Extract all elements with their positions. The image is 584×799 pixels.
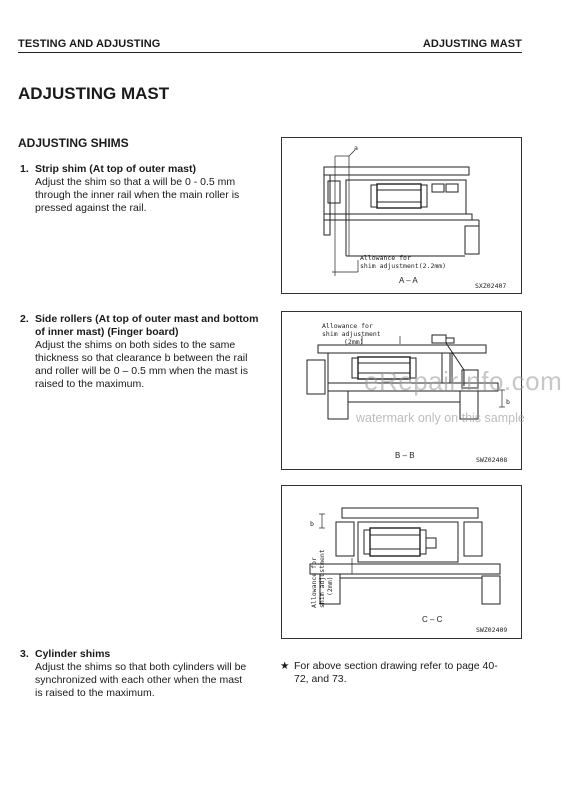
header-page-title: ADJUSTING MAST xyxy=(422,38,522,50)
section-label: A – A xyxy=(399,276,418,285)
item-body-line: raised to the maximum. xyxy=(35,378,145,390)
header-section-title: TESTING AND ADJUSTING xyxy=(18,38,161,50)
drawing-code: SWZ02409 xyxy=(476,626,508,634)
section-subtitle: ADJUSTING SHIMS xyxy=(18,136,129,150)
label-b: b xyxy=(310,520,314,528)
item-number: 2. xyxy=(20,313,29,325)
section-c-drawing xyxy=(282,486,521,638)
page-title: ADJUSTING MAST xyxy=(18,84,170,103)
section-label: C – C xyxy=(422,615,443,624)
allowance-line-1: Allowance for xyxy=(360,254,411,262)
label-b: b xyxy=(506,398,510,406)
item-number: 1. xyxy=(20,163,29,175)
figure-section-a-a xyxy=(281,137,522,294)
allowance-line-3: (2mm) xyxy=(326,576,334,596)
item-side-rollers xyxy=(20,313,268,391)
watermark-notice: watermark only on this sample xyxy=(356,411,525,425)
allowance-line-2: shim adjustment xyxy=(322,330,381,338)
item-title: Side rollers (At top of outer mast and bottom xyxy=(35,313,259,325)
allowance-line-1: Allowance for xyxy=(310,557,318,608)
item-title-cont: of inner mast) (Finger board) xyxy=(35,326,179,338)
item-title: Strip shim (At top of outer mast) xyxy=(35,163,196,175)
allowance-line-2: shim adjustment xyxy=(318,549,326,608)
section-a-drawing xyxy=(282,138,521,293)
section-label: B – B xyxy=(395,451,415,460)
allowance-line-1: Allowance for xyxy=(322,322,373,330)
header-rule xyxy=(18,52,522,53)
allowance-line-2: shim adjustment(2.2mm) xyxy=(360,262,447,270)
drawing-code: SWZ02408 xyxy=(476,456,508,464)
item-body-line: Adjust the shims so that both cylinders will be xyxy=(35,661,247,673)
item-number: 3. xyxy=(20,648,29,660)
allowance-line-3: (2mm) xyxy=(344,338,364,346)
star-icon: ★ xyxy=(280,660,290,672)
item-cylinder-shims xyxy=(20,648,270,700)
item-body-line: and roller will be 0 – 0.5 mm when the mast is xyxy=(35,365,249,377)
item-body-line: is raised to the maximum. xyxy=(35,687,155,699)
item-body-line: Adjust the shims on both sides to the same xyxy=(35,339,236,351)
item-body-line: pressed against the rail. xyxy=(35,202,147,214)
item-body-line: through the inner rail when the main roller is xyxy=(35,189,240,201)
item-body-line: thickness so that clearance b between the rail xyxy=(35,352,248,364)
drawing-code: SXZ02407 xyxy=(475,282,507,290)
item-title: Cylinder shims xyxy=(35,648,111,660)
figure-section-c-c xyxy=(281,485,522,639)
note-line: For above section drawing refer to page 40- xyxy=(294,660,498,672)
reference-note xyxy=(280,660,530,686)
item-body-line: Adjust the shim so that a will be 0 - 0.5 mm xyxy=(35,176,236,188)
watermark-site: eRepairInfo.com xyxy=(364,366,563,396)
item-strip-shim xyxy=(20,163,265,215)
item-body-line: synchronized with each other when the mast xyxy=(35,674,243,686)
note-line: 72, and 73. xyxy=(294,673,347,685)
label-a: a xyxy=(354,144,358,152)
